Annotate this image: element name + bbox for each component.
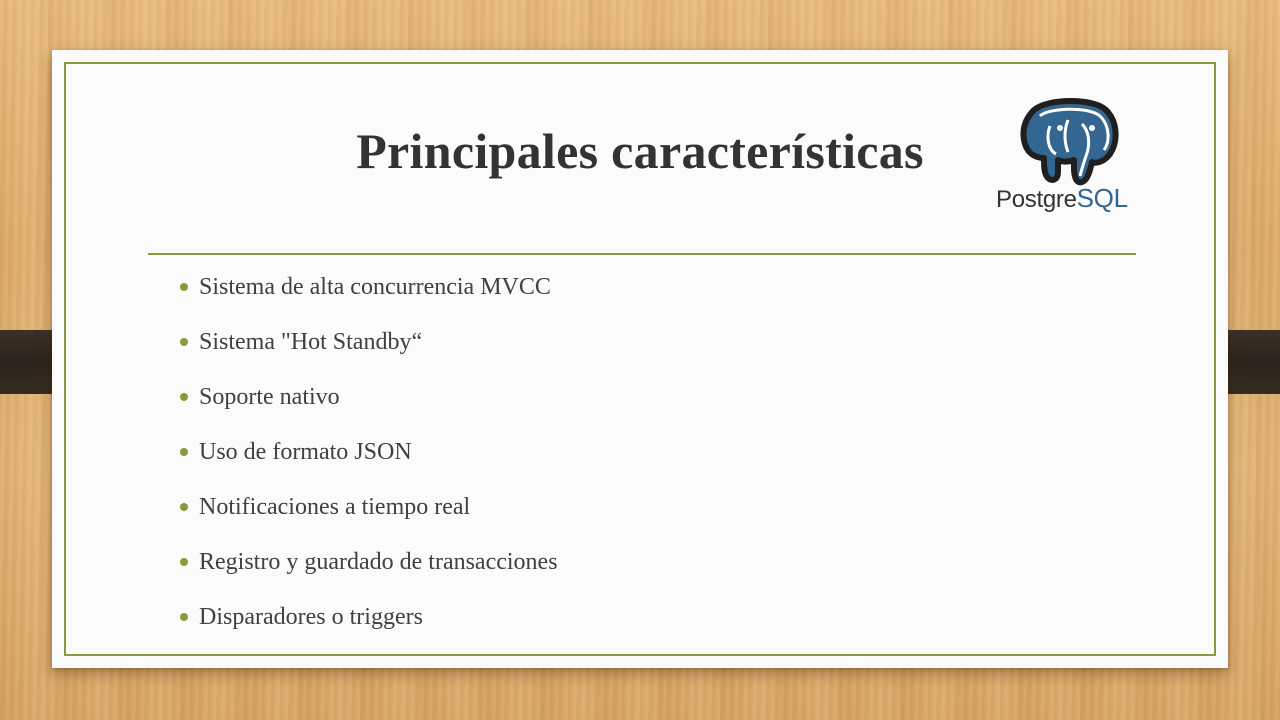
list-item <box>180 541 558 596</box>
title-divider <box>148 253 1136 255</box>
wordmark-sql: SQL <box>1076 183 1128 213</box>
postgresql-elephant-icon <box>988 96 1154 186</box>
feature-list <box>180 266 558 651</box>
bullet-dot-icon <box>180 283 188 291</box>
bullet-dot-icon <box>180 558 188 566</box>
list-item <box>180 431 558 486</box>
list-item-text: Registro y guardado de transacciones <box>199 549 558 575</box>
bullet-dot-icon <box>180 338 188 346</box>
list-item-text: Uso de formato JSON <box>199 439 412 465</box>
list-item <box>180 486 558 541</box>
slide-title: Principales características <box>356 123 924 179</box>
slide-card <box>52 50 1228 668</box>
postgresql-logo <box>988 96 1154 214</box>
list-item <box>180 596 558 651</box>
bullet-dot-icon <box>180 503 188 511</box>
bullet-dot-icon <box>180 613 188 621</box>
bullet-dot-icon <box>180 448 188 456</box>
list-item-text: Notificaciones a tiempo real <box>199 494 471 520</box>
list-item-text: Disparadores o triggers <box>199 604 423 630</box>
list-item <box>180 321 558 376</box>
bullet-dot-icon <box>180 393 188 401</box>
list-item-text: Sistema "Hot Standby“ <box>199 329 423 355</box>
list-item <box>180 266 558 321</box>
list-item-text: Sistema de alta concurrencia MVCC <box>199 274 551 300</box>
wordmark-postgre: Postgre <box>996 186 1077 213</box>
postgresql-wordmark <box>996 183 1128 214</box>
list-item <box>180 376 558 431</box>
list-item-text: Soporte nativo <box>199 384 340 410</box>
